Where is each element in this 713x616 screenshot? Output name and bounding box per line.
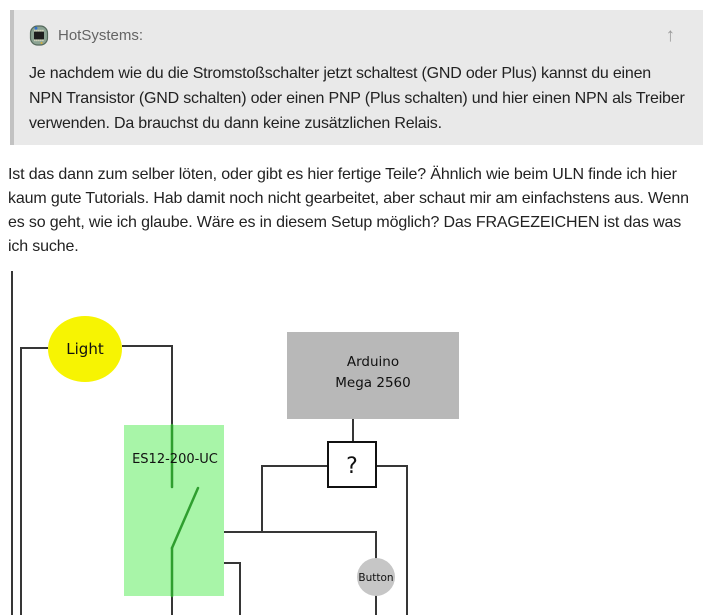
quote-text: Je nachdem wie du die Stromstoßschalter jetzt schaltest (GND oder Plus) kannst du einen NPN Transistor (GND schalten) oder einen PNP (Plus schalten) und hier einen NPN als Treiber verwenden. Da brauchst du dann keine zusätzlichen Relais.	[29, 65, 685, 132]
relay-label: ES12-200-UC	[132, 452, 218, 467]
wire-relay-hook	[224, 563, 240, 615]
chip-avatar	[29, 25, 49, 46]
arduino-label-line2: Mega 2560	[335, 375, 411, 391]
relay-node	[124, 425, 224, 596]
quote-title-bar[interactable]	[29, 25, 687, 46]
light-label: Light	[66, 340, 104, 358]
forum-post	[0, 10, 713, 615]
circuit-diagram-svg	[0, 269, 713, 615]
wire-light-to-relay	[122, 346, 172, 426]
circuit-diagram-image[interactable]	[0, 269, 713, 615]
quote-username: HotSystems:	[58, 27, 144, 44]
reply-text: Ist das dann zum selber löten, oder gibt es hier fertige Teile? Ähnlich wie beim ULN finde ich hier kaum gute Tutorials. Hab damit noch nicht gearbeitet, aber schaut mir am einfachstens aus. Wenn es so geht, wie ich glaube. Wäre es in diesem Setup möglich? Das FRAGEZEICHEN ist das was ich suche.	[8, 166, 689, 255]
wire-relay-to-button	[224, 532, 376, 561]
wire-light-left	[21, 348, 48, 615]
quote-block	[10, 10, 703, 145]
jump-to-post-arrow[interactable]: ↑	[665, 25, 675, 46]
arduino-label-line1: Arduino	[346, 354, 400, 370]
button-label: Button	[358, 572, 394, 584]
wire-driver-left	[262, 466, 328, 532]
driver-label: ?	[346, 454, 358, 479]
